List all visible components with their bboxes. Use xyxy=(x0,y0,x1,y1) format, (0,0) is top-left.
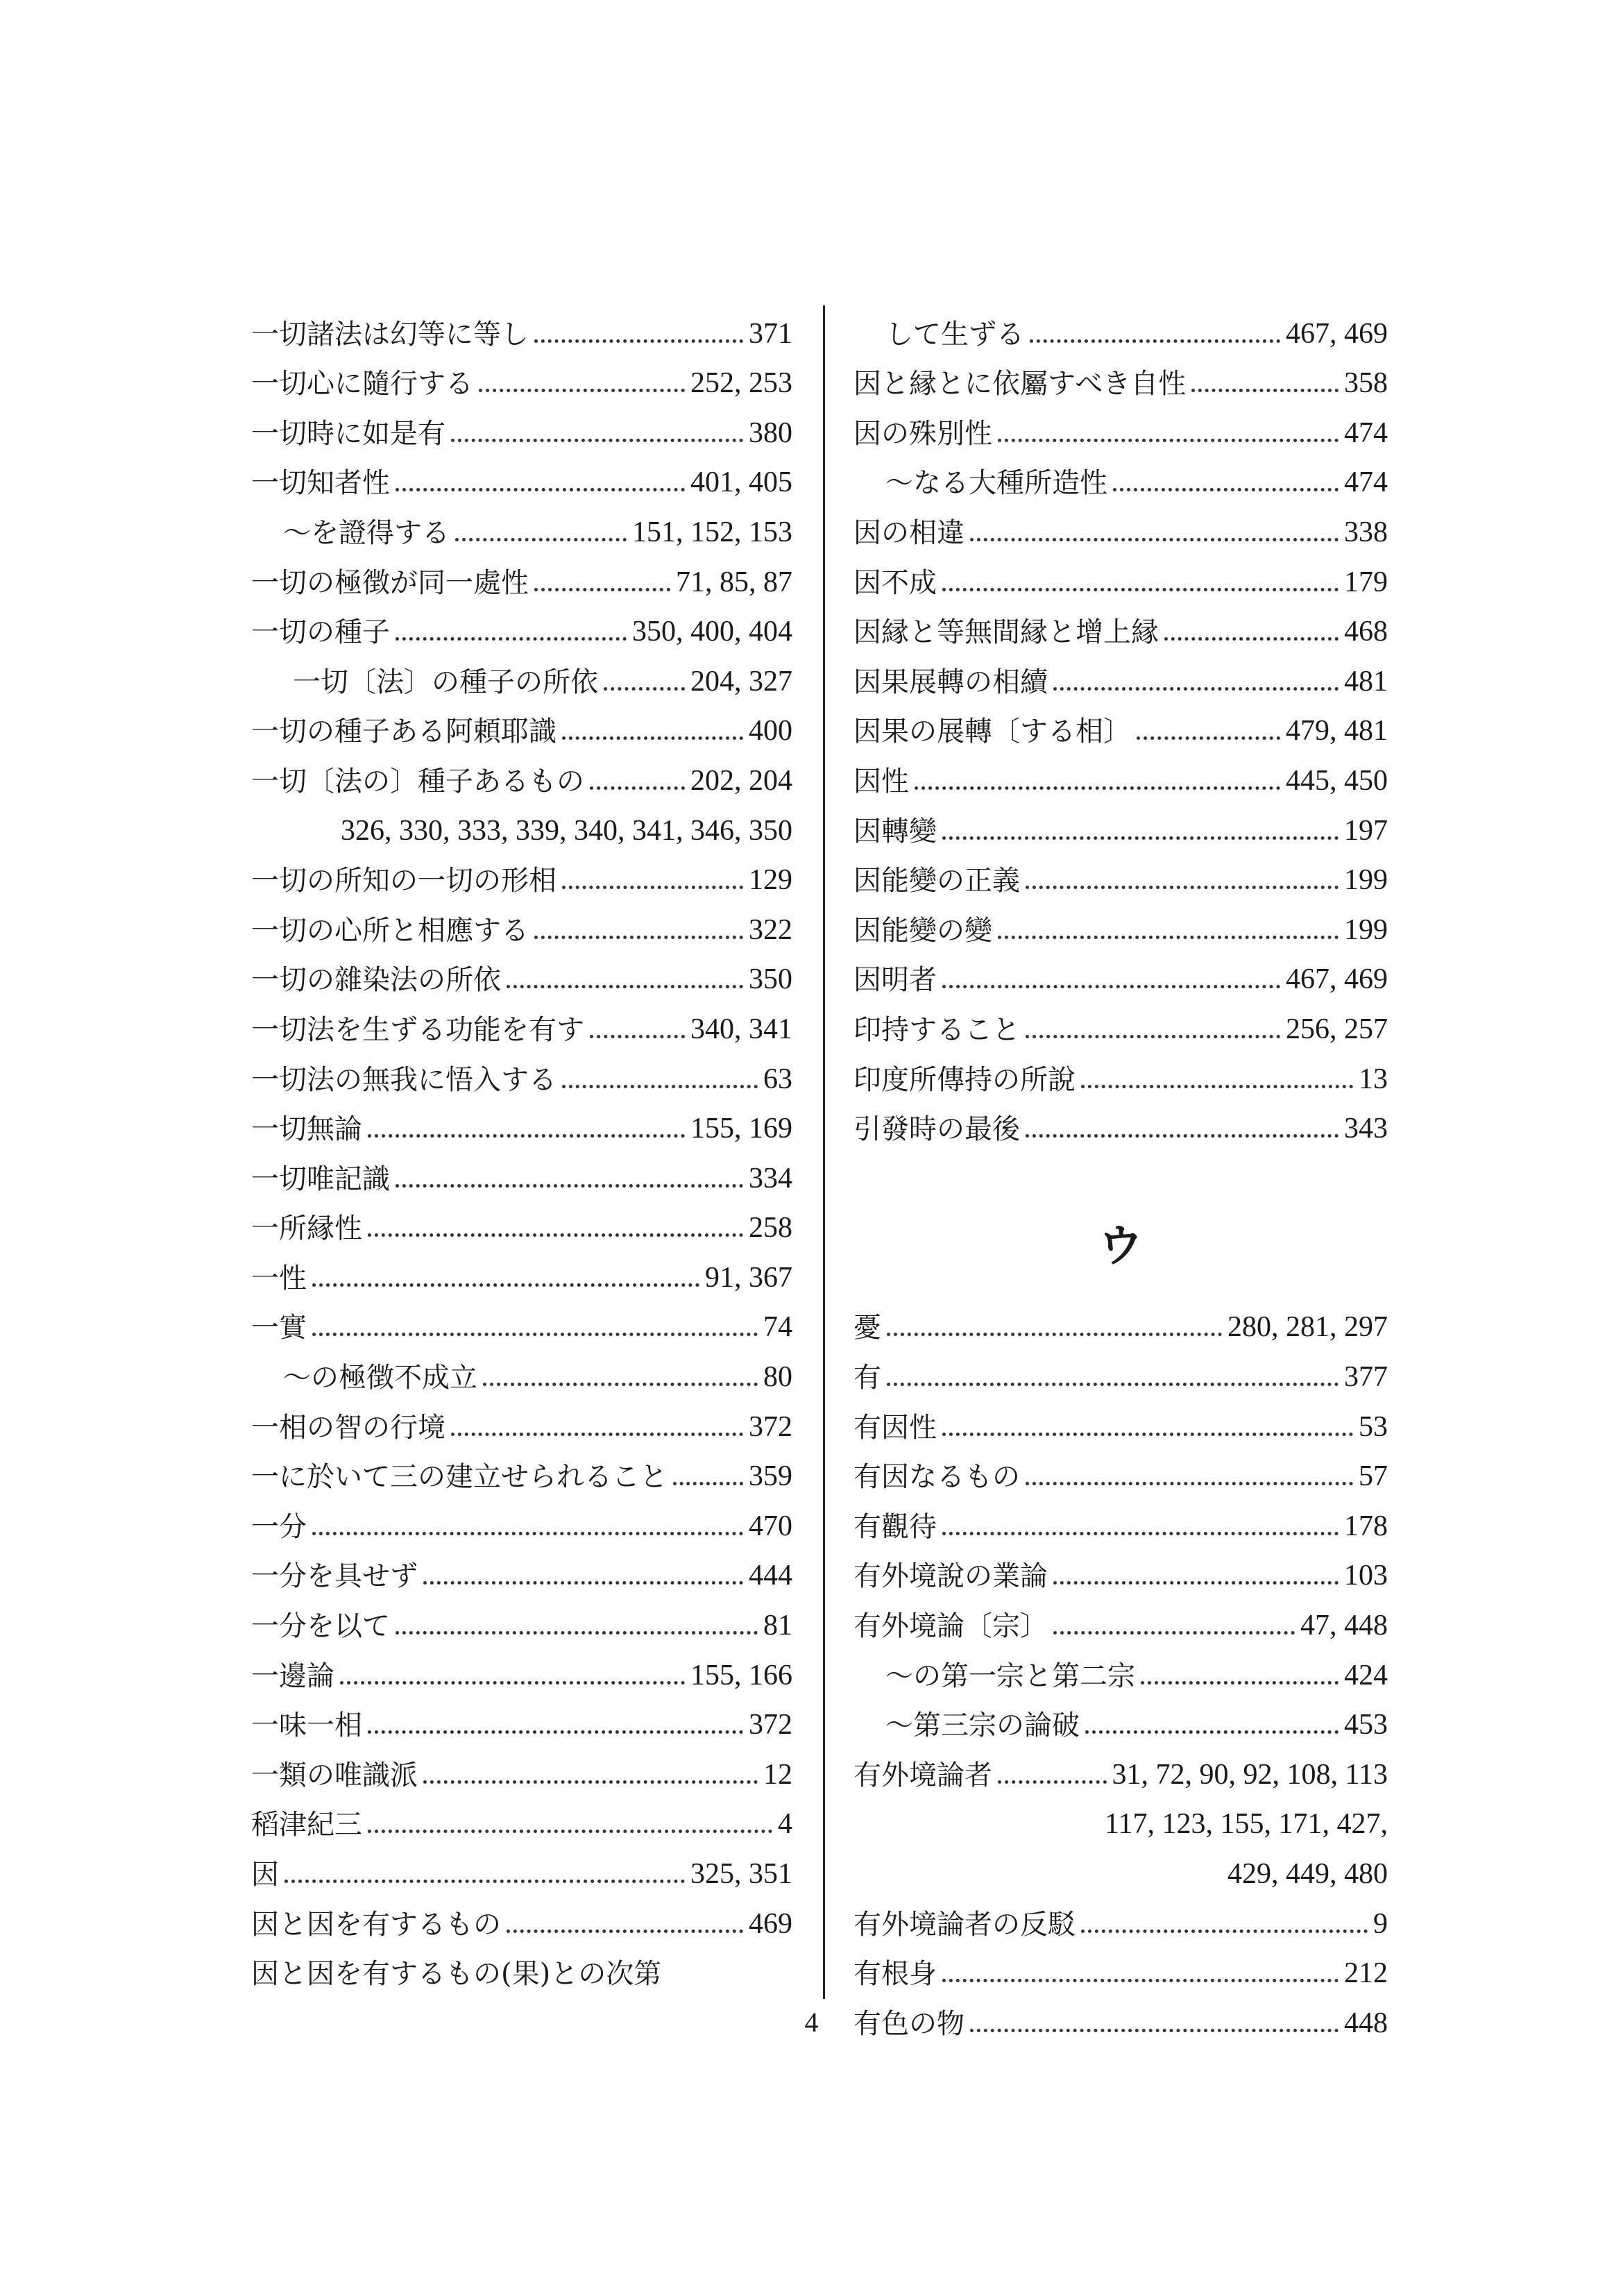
entry-term: 一切の種子 xyxy=(251,616,390,649)
entry-term: 有外境論者の反駁 xyxy=(853,1908,1076,1941)
entry-pages: 63 xyxy=(763,1063,792,1095)
entry-pages: 424 xyxy=(1344,1659,1388,1691)
dot-leader xyxy=(1141,1681,1339,1685)
dot-leader xyxy=(368,1730,743,1734)
entry-pages: 103 xyxy=(1344,1560,1388,1592)
index-entry xyxy=(251,1889,792,1939)
index-entry xyxy=(853,994,1388,1044)
dot-leader xyxy=(1053,1581,1339,1585)
index-entry xyxy=(853,1640,1388,1690)
entry-term: 一分を具せず xyxy=(251,1560,418,1593)
dot-leader xyxy=(534,588,670,591)
index-entry xyxy=(251,1392,792,1442)
dot-leader xyxy=(1113,488,1339,491)
entry-term: 因の相違 xyxy=(853,516,965,549)
entry-term: 一に於いて三の建立せられること xyxy=(251,1461,668,1494)
entry-pages: 179 xyxy=(1344,566,1388,598)
entry-pages: 252, 253 xyxy=(690,367,792,400)
index-entry xyxy=(251,1292,792,1342)
dot-leader xyxy=(942,1532,1339,1535)
index-entry xyxy=(251,945,792,995)
dot-leader xyxy=(423,1780,758,1784)
entry-term: 一切法の無我に悟入する xyxy=(251,1063,556,1096)
entry-term: 一切の所知の一切の形相 xyxy=(251,865,556,897)
dot-leader xyxy=(368,1134,685,1138)
entry-term: 因能變の變 xyxy=(853,914,992,947)
entry-pages: 71, 85, 87 xyxy=(676,566,792,598)
dot-leader xyxy=(970,538,1339,541)
index-entry xyxy=(251,1193,792,1243)
entry-pages: 334 xyxy=(749,1162,792,1195)
entry-term: 有因性 xyxy=(853,1411,937,1444)
entry-pages: 371 xyxy=(749,317,792,350)
entry-term: 一切唯記識 xyxy=(251,1163,390,1195)
dot-leader xyxy=(1026,1035,1280,1038)
index-entry xyxy=(251,1491,792,1541)
index-entry xyxy=(853,1491,1388,1541)
entry-pages: 400 xyxy=(749,715,792,748)
index-entry xyxy=(853,1442,1388,1492)
index-entry xyxy=(853,745,1388,795)
index-entry xyxy=(853,597,1388,647)
index-entry xyxy=(853,795,1388,845)
dot-leader xyxy=(942,588,1339,591)
entry-pages: 9 xyxy=(1373,1907,1388,1940)
index-entry xyxy=(251,1839,792,1889)
entry-term: 一分を以て xyxy=(251,1610,390,1643)
dot-leader xyxy=(368,1830,772,1833)
entry-pages: 358 xyxy=(1344,367,1388,400)
entry-term: 因と因を有するもの xyxy=(251,1908,501,1941)
index-entry xyxy=(251,1640,792,1690)
index-entry xyxy=(251,646,792,696)
index-entry xyxy=(251,1739,792,1789)
dot-leader xyxy=(483,1383,758,1386)
entry-term: 一邊論 xyxy=(251,1660,334,1692)
dot-leader xyxy=(604,687,685,691)
index-entry xyxy=(251,1044,792,1094)
index-entry xyxy=(853,845,1388,895)
dot-leader xyxy=(915,786,1280,790)
index-entry xyxy=(853,696,1388,746)
dot-leader xyxy=(998,936,1339,939)
entry-term: 一切の極徴が同一處性 xyxy=(251,566,529,599)
index-entry xyxy=(853,1839,1388,1889)
entry-pages: 151, 152, 153 xyxy=(632,516,792,548)
entry-pages: 178 xyxy=(1344,1510,1388,1542)
entry-term: 稻津紀三 xyxy=(251,1809,362,1841)
dot-leader xyxy=(1026,886,1339,889)
entry-pages: 197 xyxy=(1344,814,1388,847)
index-entry xyxy=(853,448,1388,498)
entry-term: 有根身 xyxy=(853,1958,937,1991)
entry-term: 印度所傳持の所說 xyxy=(853,1063,1076,1096)
dot-leader xyxy=(942,836,1339,840)
entry-pages: 448 xyxy=(1344,2007,1388,2039)
index-entry xyxy=(251,795,792,845)
entry-pages: 470 xyxy=(749,1510,792,1542)
index-entry xyxy=(251,696,792,746)
entry-term: ～の第一宗と第二宗 xyxy=(885,1660,1135,1692)
section-gap xyxy=(853,1143,1388,1193)
entry-term: 一切の心所と相應する xyxy=(251,914,529,947)
entry-term: 因縁と等無間縁と增上縁 xyxy=(853,616,1159,649)
entry-pages: 474 xyxy=(1344,466,1388,499)
dot-leader xyxy=(998,439,1339,442)
dot-leader xyxy=(507,1930,743,1933)
index-entry xyxy=(853,1292,1388,1342)
dot-leader xyxy=(562,736,743,740)
entry-term: 引發時の最後 xyxy=(853,1113,1020,1146)
entry-term: 有 xyxy=(853,1362,881,1394)
index-entry xyxy=(251,298,792,351)
index-entry xyxy=(251,1442,792,1492)
index-entry xyxy=(251,497,792,547)
dot-leader xyxy=(479,389,685,392)
index-entry xyxy=(853,348,1388,398)
entry-term: 因不成 xyxy=(853,566,937,599)
section-heading: ウ xyxy=(1098,1220,1143,1273)
dot-leader xyxy=(942,1979,1339,1982)
left-column xyxy=(251,298,792,1991)
index-entry xyxy=(251,348,792,398)
entry-pages: 350, 400, 404 xyxy=(632,616,792,648)
dot-leader xyxy=(673,1482,743,1485)
index-entry xyxy=(853,497,1388,547)
entry-term: 有外境論者 xyxy=(853,1759,992,1791)
dot-leader xyxy=(1191,389,1339,392)
dot-leader xyxy=(312,1283,699,1287)
entry-pages: 467, 469 xyxy=(1286,963,1388,996)
dot-leader xyxy=(1053,1631,1295,1635)
entry-pages: 479, 481 xyxy=(1286,715,1388,748)
dot-leader xyxy=(451,1433,743,1436)
dot-leader xyxy=(942,1433,1353,1436)
dot-leader xyxy=(942,985,1280,988)
entry-term: して生ずる xyxy=(885,318,1024,351)
dot-leader xyxy=(534,339,743,343)
dot-leader xyxy=(1026,1134,1339,1138)
index-entry xyxy=(251,597,792,647)
entry-pages: 129 xyxy=(749,864,792,897)
entry-pages: 338 xyxy=(1344,516,1388,548)
entry-term: 一類の唯識派 xyxy=(251,1759,418,1791)
entry-pages: 81 xyxy=(763,1610,792,1642)
entry-term: 有因なるもの xyxy=(853,1461,1020,1494)
entry-term: 一切〔法の〕種子あるもの xyxy=(251,765,584,797)
entry-pages: 47, 448 xyxy=(1300,1610,1388,1642)
column-divider xyxy=(823,305,825,1999)
index-entry xyxy=(853,1392,1388,1442)
entry-pages: 202, 204 xyxy=(690,764,792,797)
index-entry xyxy=(251,1939,792,1989)
entry-term: 一相の智の行境 xyxy=(251,1411,445,1444)
index-entry xyxy=(251,845,792,895)
entry-pages: 325, 351 xyxy=(690,1858,792,1890)
entry-pages: 372 xyxy=(749,1709,792,1741)
dot-leader xyxy=(396,1184,743,1188)
index-entry xyxy=(251,895,792,945)
entry-pages: 474 xyxy=(1344,416,1388,449)
index-entry xyxy=(251,448,792,498)
index-entry xyxy=(853,1739,1388,1789)
entry-term: ～を證得する xyxy=(283,516,450,549)
entry-term: 因果の展轉〔する相〕 xyxy=(853,716,1131,748)
entry-term: ～の極徴不成立 xyxy=(283,1362,477,1394)
entry-pages: 204, 327 xyxy=(690,665,792,698)
entry-pages: 155, 169 xyxy=(690,1113,792,1145)
entry-pages: 481 xyxy=(1344,665,1388,698)
entry-pages: 445, 450 xyxy=(1286,764,1388,797)
dot-leader xyxy=(396,488,685,491)
dot-leader xyxy=(423,1581,743,1585)
dot-leader xyxy=(998,1780,1107,1784)
index-entry xyxy=(853,1789,1388,1839)
right-entries-bottom xyxy=(853,1292,1388,2038)
entry-term: 有觀待 xyxy=(853,1510,937,1543)
entry-pages: 91, 367 xyxy=(705,1261,792,1294)
entry-pages: 380 xyxy=(749,416,792,449)
entry-pages: 256, 257 xyxy=(1286,1013,1388,1045)
dot-leader xyxy=(1026,1482,1353,1485)
entry-term: ～なる大種所造性 xyxy=(885,467,1107,500)
entry-pages: 468 xyxy=(1344,616,1388,648)
index-entry xyxy=(251,1342,792,1392)
entry-term: 一切無論 xyxy=(251,1113,362,1146)
index-entry xyxy=(251,1094,792,1144)
index-entry xyxy=(251,1590,792,1643)
entry-pages: 57 xyxy=(1359,1460,1388,1493)
page-number: 4 xyxy=(804,2007,819,2038)
entry-term: 因の殊別性 xyxy=(853,417,992,450)
entry-pages: 401, 405 xyxy=(690,466,792,499)
entry-term: 一切時に如是有 xyxy=(251,417,445,450)
index-entry xyxy=(251,745,792,795)
entry-term: 因と縁とに依屬すべき自性 xyxy=(853,368,1187,400)
entry-pages: 322 xyxy=(749,913,792,946)
index-entry xyxy=(853,646,1388,696)
entry-term: 因明者 xyxy=(853,964,937,997)
entry-term: 因性 xyxy=(853,765,909,797)
index-entry xyxy=(251,1541,792,1591)
index-entry xyxy=(853,298,1388,351)
entry-pages: 429, 449, 480 xyxy=(1227,1858,1388,1890)
entry-term: 一分 xyxy=(251,1510,307,1543)
entry-pages: 80 xyxy=(763,1361,792,1394)
entry-pages: 326, 330, 333, 339, 340, 341, 346, 350 xyxy=(341,814,792,847)
entry-pages: 444 xyxy=(749,1560,792,1592)
entry-term: 印持すること xyxy=(853,1013,1020,1046)
entry-pages: 212 xyxy=(1344,1957,1388,1990)
entry-pages: 372 xyxy=(749,1410,792,1443)
index-entry xyxy=(853,1342,1388,1392)
right-column xyxy=(853,298,1388,2038)
entry-pages: 469 xyxy=(749,1907,792,1940)
dot-leader xyxy=(590,786,685,790)
index-entry xyxy=(853,547,1388,597)
dot-leader xyxy=(1137,736,1280,740)
entry-pages: 74 xyxy=(763,1311,792,1344)
index-entry xyxy=(251,1143,792,1193)
entry-term: 有色の物 xyxy=(853,2007,965,2040)
entry-pages: 453 xyxy=(1344,1709,1388,1741)
entry-pages: 4 xyxy=(778,1808,792,1841)
dot-leader xyxy=(1053,687,1339,691)
entry-term: 一性 xyxy=(251,1262,307,1294)
entry-pages: 12 xyxy=(763,1758,792,1791)
index-entry xyxy=(853,1939,1388,1989)
entry-term: 憂 xyxy=(853,1312,881,1344)
dot-leader xyxy=(562,886,743,889)
entry-term: 一味一相 xyxy=(251,1710,362,1742)
dot-leader xyxy=(534,936,743,939)
entry-pages: 350 xyxy=(749,963,792,996)
entry-pages: 280, 281, 297 xyxy=(1227,1311,1388,1344)
entry-term: 一切の種子ある阿頼耶識 xyxy=(251,716,556,748)
entry-pages: 53 xyxy=(1359,1410,1388,1443)
entry-pages: 359 xyxy=(749,1460,792,1493)
dot-leader xyxy=(368,1233,743,1237)
index-entry xyxy=(853,1590,1388,1643)
entry-term: 一切心に隨行する xyxy=(251,368,473,400)
entry-pages: 13 xyxy=(1359,1063,1388,1095)
entry-pages: 199 xyxy=(1344,864,1388,897)
dot-leader xyxy=(590,1035,685,1038)
dot-leader xyxy=(507,985,743,988)
entry-pages: 377 xyxy=(1344,1361,1388,1394)
entry-term: 一切法を生ずる功能を有す xyxy=(251,1013,584,1046)
dot-leader xyxy=(1085,1730,1339,1734)
dot-leader xyxy=(455,538,627,541)
entry-pages: 258 xyxy=(749,1212,792,1244)
entry-term: 一實 xyxy=(251,1312,307,1344)
index-entry xyxy=(251,547,792,597)
dot-leader xyxy=(1030,339,1280,343)
entry-term: 因轉變 xyxy=(853,815,937,847)
dot-leader xyxy=(284,1880,685,1883)
entry-pages: 31, 72, 90, 92, 108, 113 xyxy=(1112,1758,1388,1791)
entry-term: 有外境論〔宗〕 xyxy=(853,1610,1048,1643)
dot-leader xyxy=(312,1532,743,1535)
entry-pages: 340, 341 xyxy=(690,1013,792,1045)
entry-pages: 117, 123, 155, 171, 427, xyxy=(1105,1808,1388,1841)
entry-term: ～第三宗の論破 xyxy=(885,1710,1080,1742)
right-entries-top xyxy=(853,298,1388,1146)
index-entry xyxy=(251,1690,792,1740)
dot-leader xyxy=(1081,1930,1368,1933)
entry-term: 因能變の正義 xyxy=(853,865,1020,897)
index-entry xyxy=(853,398,1388,448)
dot-leader xyxy=(396,637,627,641)
index-entry xyxy=(853,1541,1388,1591)
entry-term: 有外境說の業論 xyxy=(853,1560,1048,1593)
index-entry xyxy=(251,1242,792,1292)
entry-term: 因 xyxy=(251,1859,279,1891)
dot-leader xyxy=(312,1333,758,1336)
dot-leader xyxy=(396,1631,758,1635)
entry-pages: 467, 469 xyxy=(1286,317,1388,350)
dot-leader xyxy=(887,1333,1222,1336)
dot-leader xyxy=(340,1681,685,1685)
index-entry xyxy=(853,895,1388,945)
index-entry xyxy=(853,1889,1388,1939)
index-entry xyxy=(853,1044,1388,1094)
dot-leader xyxy=(562,1085,758,1088)
dot-leader xyxy=(1164,637,1339,641)
dot-leader xyxy=(887,1383,1339,1386)
entry-pages: 343 xyxy=(1344,1113,1388,1145)
index-entry xyxy=(251,994,792,1044)
index-entry xyxy=(251,398,792,448)
index-entry xyxy=(251,1789,792,1839)
entry-pages: 199 xyxy=(1344,913,1388,946)
entry-pages: 155, 166 xyxy=(690,1659,792,1691)
entry-term: 因果展轉の相續 xyxy=(853,666,1048,698)
index-entry xyxy=(853,1094,1388,1144)
index-entry xyxy=(853,1690,1388,1740)
dot-leader xyxy=(451,439,743,442)
entry-term: 一切の雜染法の所依 xyxy=(251,964,501,997)
entry-term: 一切諸法は幻等に等し xyxy=(251,318,529,351)
entry-term: 一切知者性 xyxy=(251,467,390,500)
entry-term: 因と因を有するもの(果)との次第 xyxy=(251,1958,662,1991)
entry-term: 一所縁性 xyxy=(251,1213,362,1245)
index-entry xyxy=(853,945,1388,995)
dot-leader xyxy=(1081,1085,1353,1088)
entry-term: 一切〔法〕の種子の所依 xyxy=(293,666,598,698)
